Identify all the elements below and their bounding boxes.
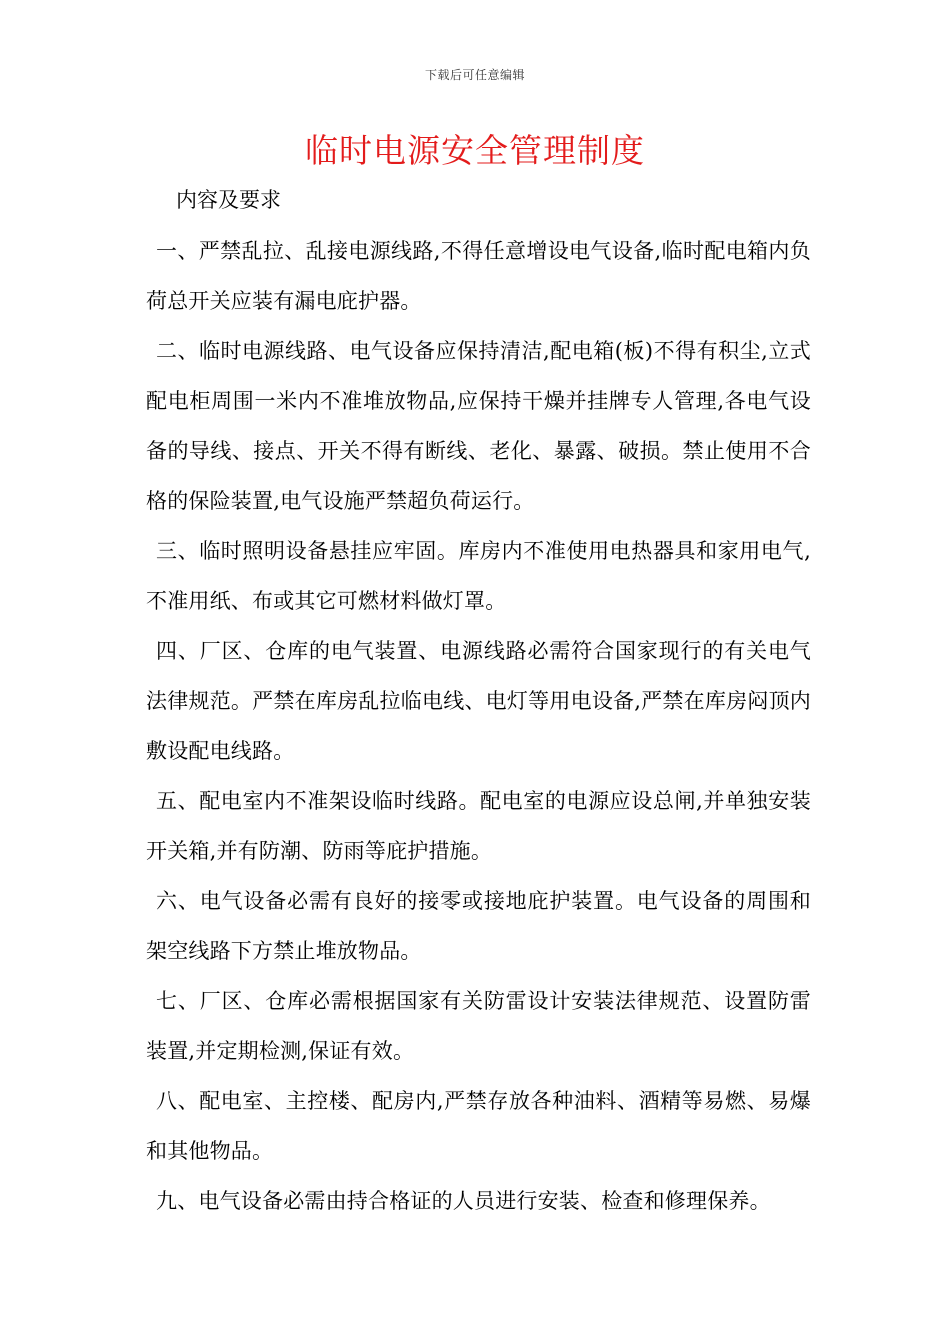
- clause-6: 六、电气设备必需有良好的接零或接地庇护装置。电气设备的周围和架空线路下方禁止堆放物品。: [146, 889, 811, 963]
- clause-7: 七、厂区、仓库必需根据国家有关防雷设计安装法律规范、设置防雷装置,并定期检测,保证有效。: [146, 989, 811, 1063]
- clause-2: 二、临时电源线路、电气设备应保持清洁,配电箱(板)不得有积尘,立式配电柜周围一米内不准堆放物品,应保持干燥并挂牌专人管理,各电气设备的导线、接点、开关不得有断线、老化、暴露、破损。禁止使用不合格的保险装置,电气设施严禁超负荷运行。: [146, 339, 811, 513]
- clause-8: 八、配电室、主控楼、配房内,严禁存放各种油料、酒精等易燃、易爆和其他物品。: [146, 1089, 811, 1163]
- header-note: 下载后可任意编辑: [424, 68, 525, 82]
- clause-1: 一、严禁乱拉、乱接电源线路,不得任意增设电气设备,临时配电箱内负荷总开关应装有漏电庇护器。: [146, 239, 811, 313]
- document-title: 临时电源安全管理制度: [305, 131, 645, 170]
- clause-9: 九、电气设备必需由持合格证的人员进行安装、检查和修理保养。: [156, 1189, 771, 1213]
- clause-3: 三、临时照明设备悬挂应牢固。库房内不准使用电热器具和家用电气,不准用纸、布或其它可燃材料做灯罩。: [146, 539, 811, 613]
- clause-4: 四、厂区、仓库的电气装置、电源线路必需符合国家现行的有关电气法律规范。严禁在库房乱拉临电线、电灯等用电设备,严禁在库房闷顶内敷设配电线路。: [146, 639, 811, 763]
- subheading: 内容及要求: [176, 188, 281, 212]
- document-body: [146, 226, 811, 1226]
- clause-5: 五、配电室内不准架设临时线路。配电室的电源应设总闸,并单独安装开关箱,并有防潮、防雨等庇护措施。: [146, 789, 811, 863]
